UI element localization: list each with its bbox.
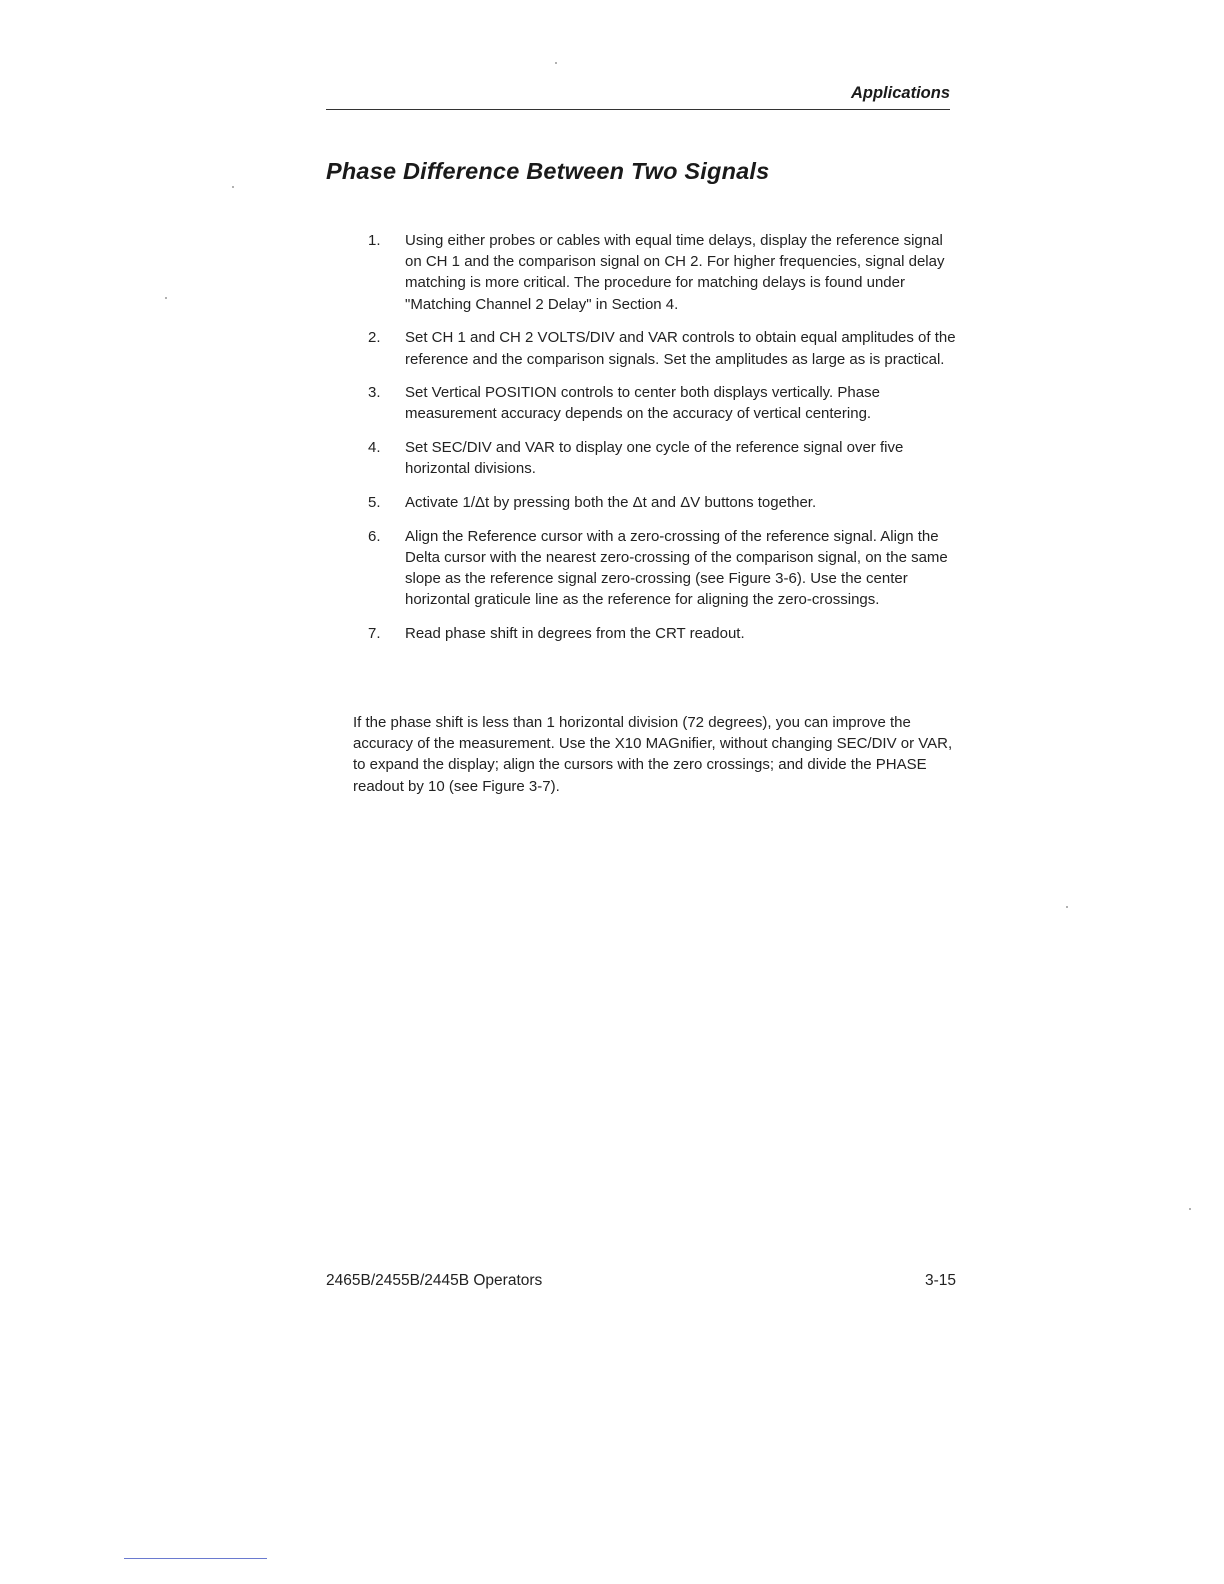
procedure-steps <box>368 230 960 657</box>
footer-manual-name: 2465B/2455B/2445B Operators <box>326 1272 543 1289</box>
header-rule <box>326 109 950 110</box>
scan-speck <box>1066 906 1068 908</box>
step-text: Read phase shift in degrees from the CRT readout. <box>405 625 745 643</box>
step-item <box>368 327 960 369</box>
step-number: 4. <box>368 439 381 457</box>
step-text: Set Vertical POSITION controls to center both displays vertically. Phase measurement accuracy depends on the accuracy of vertical centering. <box>405 384 880 423</box>
step-number: 6. <box>368 527 381 545</box>
step-item <box>368 492 960 513</box>
section-title: Phase Difference Between Two Signals <box>326 158 770 184</box>
step-number: 1. <box>368 232 381 249</box>
scan-speck <box>232 186 234 188</box>
step-item <box>368 623 960 644</box>
scan-marker-line <box>124 1558 267 1559</box>
step-text: Set CH 1 and CH 2 VOLTS/DIV and VAR controls to obtain equal amplitudes of the reference and the comparison signals. Set the amplitudes as large as is practical. <box>405 329 956 368</box>
step-text: Activate 1/Δt by pressing both the Δt and ΔV buttons together. <box>405 494 817 512</box>
step-number: 5. <box>368 494 381 512</box>
scan-speck <box>555 62 557 64</box>
scan-speck <box>165 297 167 299</box>
step-text: Set SEC/DIV and VAR to display one cycle of the reference signal over five horizontal divisions. <box>405 439 904 478</box>
step-number: 3. <box>368 384 381 402</box>
step-text: Align the Reference cursor with a zero-crossing of the reference signal. Align the Delta cursor with the nearest zero-crossing of the comparison signal, on the same slope as the reference signal zero-crossing (see Figure 3-6). Use the center horizontal graticule line as the reference for aligning the zero-crossings. <box>405 527 948 609</box>
running-header: Applications <box>850 84 950 102</box>
scan-speck <box>1189 1208 1191 1210</box>
step-item <box>368 526 960 611</box>
footer-page-number: 3-15 <box>924 1272 956 1289</box>
step-item <box>368 437 960 479</box>
step-item <box>368 382 960 424</box>
body-paragraph: If the phase shift is less than 1 horizontal division (72 degrees), you can improve the accuracy of the measurement. Use the X10 MAGnifier, without changing SEC/DIV or VAR, to expand the display; align the cursors with the zero crossings; and divide the PHASE readout by 10 (see Figure 3-7). <box>353 714 953 795</box>
step-number: 2. <box>368 329 381 347</box>
step-text: Using either probes or cables with equal time delays, display the reference signal on CH 1 and the comparison signal on CH 2. For higher frequencies, signal delay matching is more critical. The procedure for matching delays is found under "Matching Channel 2 Delay" in Section 4. <box>405 232 945 313</box>
step-item <box>368 230 960 315</box>
step-number: 7. <box>368 625 381 643</box>
